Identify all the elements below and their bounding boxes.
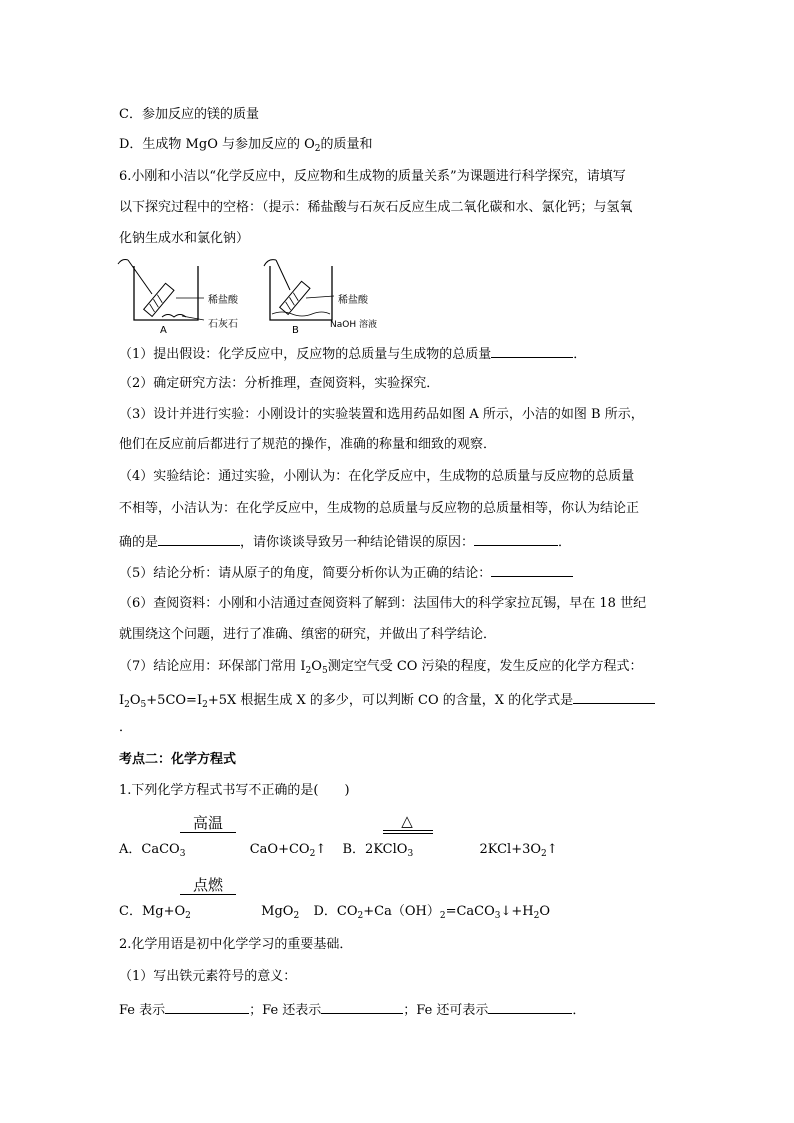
beaker-a-caption: A [160,325,167,336]
s2-q2-stem: 2.化学用语是初中化学学习的重要基础． [119,937,353,952]
q6-step3-line2: 他们在反应前后都进行了规范的操作，准确的称量和细致的观察． [119,437,497,452]
up-arrow-icon: ↑ [315,842,327,857]
equation-divider [383,833,433,834]
answer-blank[interactable] [474,532,558,546]
beaker-b-acid-label: 稀盐酸 [338,295,368,306]
s2-q2-part1: （1）写出铁元素符号的意义： [119,969,297,984]
answer-blank[interactable] [573,690,655,704]
q6-step7-line2: $I_2O_5+5CO=I_2+5X$ 根据生成 X 的多少，可以判断 CO 的含量，X 的化学式是 [119,690,655,710]
beaker-a-acid-label: 稀盐酸 [208,295,238,306]
q6-intro-line3: 化钠生成水和氯化钠） [119,231,250,246]
q6-step4-line2: 不相等，小洁认为：在化学反应中，生成物的总质量与反应物的总质量相等，你认为结论正 [119,501,640,516]
q5-option-c [119,106,259,124]
s2-q1-options-cd: C．$Mg+O_2$ MgO$_2$ D．$CO_2+Ca(OH)_2=CaCO_3↓+H_2O$ [119,904,551,921]
condition-heat: △ [401,812,413,830]
q5-option-d: D．生成物 MgO 与参加反应的 $O_2$的质量和 [119,137,373,154]
q6-step7-line1: （7）结论应用：环保部门常用 $I_2O_5$测定空气受 CO 污染的程度，发生反应的化学方程式： [119,659,643,676]
q6-step4-line3: 确的是 ，请你谈谈导致另一种结论错误的原因： ． [119,532,571,552]
s2-q1-options-ab: A．CaCO$_3$ $CaO+CO_2↑$ B．2KClO$_3$ $2KCl+3O_2↑$ [119,842,558,859]
experiment-figure [112,254,412,338]
condition-ignite: 点燃 [192,876,223,894]
equation-divider [383,830,433,831]
s2-q2-fe-line: Fe 表示 ；Fe 还表示 ；Fe 还可表示 ． [119,1000,585,1020]
q6-step6-line1: （6）查阅资料：小刚和小洁通过查阅资料了解到：法国伟大的科学家拉瓦锡，早在 18 世纪 [119,596,647,611]
up-arrow-icon: ↑ [546,842,558,857]
beaker-b-naoh-label: NaOH 溶液 [330,320,377,330]
answer-blank[interactable] [165,1000,249,1014]
s2-q1-stem: 1.下列化学方程式书写不正确的是( ) [119,783,350,798]
q6-intro-line1: 6.小刚和小洁以“化学反应中，反应物和生成物的质量关系”为课题进行科学探究，请填写 [119,169,626,184]
q6-step5: （5）结论分析：请从原子的角度，简要分析你认为正确的结论： [119,563,573,583]
q6-step4-line1: （4）实验结论：通过实验，小刚认为：在化学反应中，生成物的总质量与反应物的总质量 [119,469,635,484]
q6-step1: （1）提出假设：化学反应中，反应物的总质量与生成物的总质量 ． [119,344,586,364]
answer-blank[interactable] [491,563,573,577]
q6-step3-line1: （3）设计并进行实验：小刚设计的实验装置和选用药品如图 A 所示，小洁的如图 B 所示， [119,407,644,422]
equation-divider [180,832,236,833]
section2-title: 考点二：化学方程式 [119,752,237,767]
answer-blank[interactable] [491,344,573,358]
q6-step2: （2）确定研究方法：分析推理，查阅资料，实验探究． [119,376,440,391]
beaker-a-limestone-label: 石灰石 [208,319,238,330]
condition-high-temp: 高温 [192,814,223,832]
q6-intro-line2: 以下探究过程中的空格：（提示：稀盐酸与石灰石反应生成二氧化碳和水、氯化钙；与氢氧 [119,200,633,215]
answer-blank[interactable] [158,532,240,546]
q5-option-d-text: D．生成物 MgO 与参加反应的 O [119,137,315,152]
answer-blank[interactable] [488,1000,572,1014]
equation-divider [180,894,236,895]
q5-option-c-text: C．参加反应的镁的质量 [119,107,259,122]
q6-step7-period: ． [119,720,133,735]
beaker-b-caption: B [292,325,299,336]
answer-blank[interactable] [321,1000,403,1014]
q6-step6-line2: 就围绕这个问题，进行了准确、缜密的研究，并做出了科学结论． [119,627,497,642]
